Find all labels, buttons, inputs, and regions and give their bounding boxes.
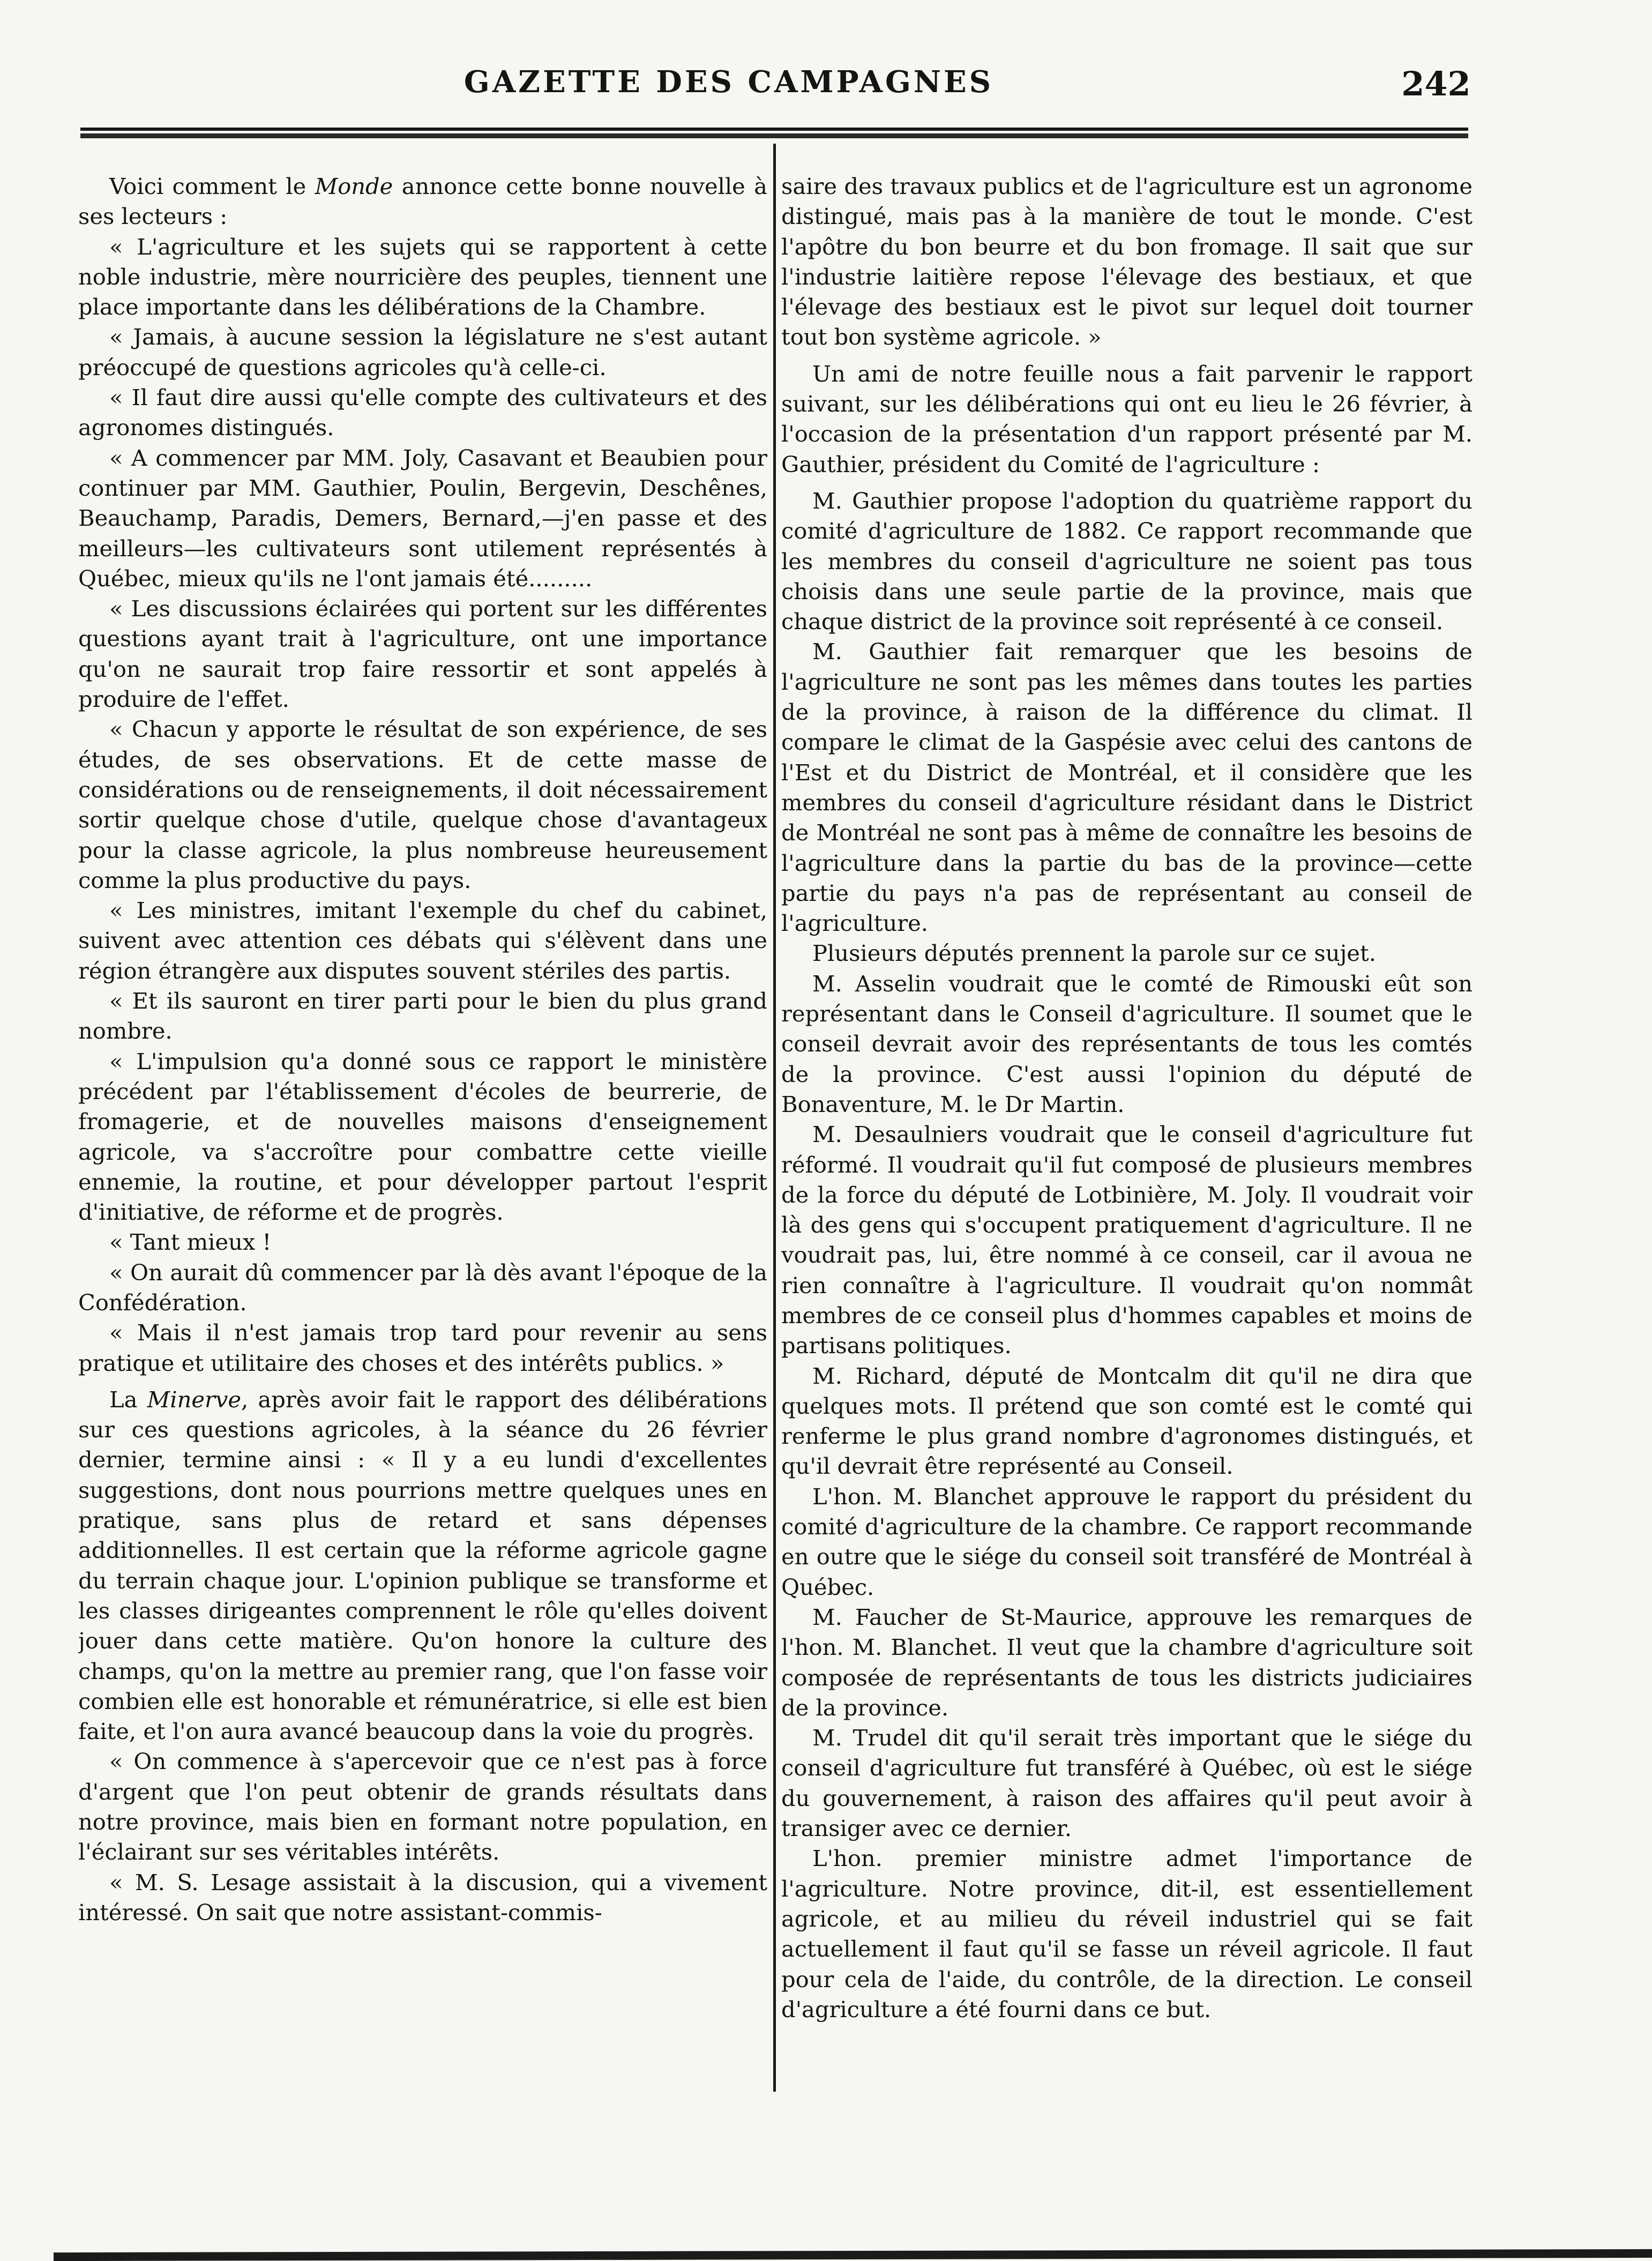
publication-title: GAZETTE DES CAMPAGNES: [464, 64, 994, 100]
article-paragraph: « A commencer par MM. Joly, Casavant et Beaubien pour continuer par MM. Gauthier, Poulin, Bergevin, Deschênes, Beauchamp, Paradis, Demers, Bernard,—j'en passe et des meilleurs—les cultivateurs sont utilement représentés à Québec, mieux qu'ils ne l'ont jamais été.........: [78, 444, 767, 592]
header-rule: [80, 128, 1468, 138]
article-paragraph: M. Desaulniers voudrait que le conseil d'agriculture fut réformé. Il voudrait qu'il fut composé de plusieurs membres de la force du député de Lotbinière, M. Joly. Il voudrait voir là des gens qui s'occupent pratiquement d'agriculture. Il ne voudrait pas, lui, être nommé à ce conseil, car il avoua ne rien connaître à l'agriculture. Il voudrait qu'on nommât membres de ce conseil plus d'hommes capables et moins de partisans politiques.: [781, 1121, 1472, 1359]
newspaper-name: Monde: [315, 173, 393, 199]
article-paragraph: « L'agriculture et les sujets qui se rapportent à cette noble industrie, mère nourricière des peuples, tiennent une place importante dans les délibérations de la Chambre.: [78, 233, 767, 320]
running-header: [0, 64, 1652, 102]
article-paragraph: « Les discussions éclairées qui portent sur les différentes questions ayant trait à l'agriculture, ont une importance qu'on ne saurait trop faire ressortir et sont appelés à produire de l'effet.: [78, 595, 767, 713]
article-paragraph: M. Trudel dit qu'il serait très important que le siége du conseil d'agriculture fut transféré à Québec, où est le siége du gouvernement, à raison des affaires qu'il peut avoir à transiger avec ce dernier.: [781, 1725, 1472, 1842]
article-paragraph: « Il faut dire aussi qu'elle compte des cultivateurs et des agronomes distingués.: [78, 384, 767, 441]
left-column: [78, 171, 767, 2101]
right-column: [781, 171, 1472, 2101]
article-paragraph: « Jamais, à aucune session la législature ne s'est autant préoccupé de questions agricoles qu'à celle-ci.: [78, 324, 767, 380]
article-paragraph: Plusieurs députés prennent la parole sur ce sujet.: [812, 940, 1376, 967]
article-paragraph: « On aurait dû commencer par là dès avant l'époque de la Confédération.: [78, 1259, 767, 1316]
article-paragraph: M. Asselin voudrait que le comté de Rimouski eût son représentant dans le Conseil d'agriculture. Il soumet que le conseil devrait avoir des représentants de tous les comtés de la province. C'est aussi l'opinion du député de Bonaventure, M. le Dr Martin.: [781, 970, 1472, 1117]
article-paragraph: M. Richard, député de Montcalm dit qu'il ne dira que quelques mots. Il prétend que son comté est le comté qui renferme le plus grand nombre d'agronomes distingués, et qu'il devrait être représenté au Conseil.: [781, 1362, 1472, 1480]
article-paragraph: La Minerve, après avoir fait le rapport des délibérations sur ces questions agricoles, à la séance du 26 février dernier, termine ainsi : « Il y a eu lundi d'excellentes suggestions, dont nous pourrions mettre quelques unes en pratique, sans plus de retard et sans dépenses additionnelles. Il est certain que la réforme agricole gagne du terrain chaque jour. L'opinion publique se transforme et les classes dirigeantes comprennent le rôle qu'elles doivent jouer dans cette matière. Qu'on honore la culture des champs, qu'on la mettre au premier rang, que l'on fasse voir combien elle est honorable et rémunératrice, si elle est bien faite, et l'on aura avancé beaucoup dans la voie du progrès.: [78, 1386, 767, 1745]
article-paragraph: L'hon. M. Blanchet approuve le rapport du président du comité d'agriculture de la chambre. Ce rapport recommande en outre que le siége du conseil soit transféré de Montréal à Québec.: [781, 1483, 1472, 1600]
article-paragraph: « M. S. Lesage assistait à la discusion, qui a vivement intéressé. On sait que notre assistant-commis-: [78, 1869, 767, 1926]
article-paragraph: Un ami de notre feuille nous a fait parvenir le rapport suivant, sur les délibérations qui ont eu lieu le 26 février, à l'occasion de la présentation d'un rapport présenté par M. Gauthier, président du Comité de l'agriculture :: [781, 360, 1472, 477]
article-paragraph: « Et ils sauront en tirer parti pour le bien du plus grand nombre.: [78, 988, 767, 1044]
article-paragraph: L'hon. premier ministre admet l'importance de l'agriculture. Notre province, dit-il, est essentiellement agricole, et au milieu du réveil industriel qui se fait actuellement il faut qu'il se fasse un réveil agricole. Il faut pour cela de l'aide, du contrôle, de la direction. Le conseil d'agriculture a été fourni dans ce but.: [781, 1845, 1472, 2023]
article-paragraph: saire des travaux publics et de l'agriculture est un agronome distingué, mais pas à la manière de tout le monde. C'est l'apôtre du bon beurre et du bon fromage. Il sait que sur l'industrie laitière repose l'élevage des bestiaux, et que l'élevage des bestiaux est le pivot sur lequel doit tourner tout bon système agricole. »: [781, 173, 1472, 350]
newspaper-name: Minerve: [147, 1386, 241, 1413]
article-paragraph: « Tant mieux !: [109, 1229, 272, 1256]
article-paragraph: « Mais il n'est jamais trop tard pour revenir au sens pratique et utilitaire des choses et des intérêts publics. »: [78, 1319, 767, 1376]
page-number: 242: [1401, 64, 1471, 103]
article-paragraph: « L'impulsion qu'a donné sous ce rapport le ministère précédent par l'établissement d'écoles de beurrerie, de fromagerie, et de nouvelles maisons d'enseignement agricole, va s'accroître pour combattre cette vieille ennemie, la routine, et pour développer partout l'esprit d'initiative, de réforme et de progrès.: [78, 1048, 767, 1226]
article-paragraph: M. Faucher de St-Maurice, approuve les remarques de l'hon. M. Blanchet. Il veut que la chambre d'agriculture soit composée de représentants de tous les districts judiciaires de la province.: [781, 1603, 1472, 1721]
article-paragraph: « Les ministres, imitant l'exemple du chef du cabinet, suivent avec attention ces débats qui s'élèvent dans une région étrangère aux disputes souvent stériles des partis.: [78, 897, 767, 984]
column-divider: [773, 144, 776, 2092]
article-paragraph: « Chacun y apporte le résultat de son expérience, de ses études, de ses observations. Et de cette masse de considérations ou de renseignements, il doit nécessairement sortir quelque chose d'utile, quelque chose d'avantageux pour la classe agricole, la plus nombreuse heureusement comme la plus productive du pays.: [78, 716, 767, 893]
article-paragraph: « On commence à s'apercevoir que ce n'est pas à force d'argent que l'on peut obtenir de grands résultats dans notre province, mais bien en formant notre population, en l'éclairant sur ses véritables intérêts.: [78, 1748, 767, 1865]
article-paragraph: M. Gauthier propose l'adoption du quatrième rapport du comité d'agriculture de 1882. Ce rapport recommande que les membres du conseil d'agriculture ne soient pas tous choisis dans une seule partie de la province, mais que chaque district de la province soit représenté à ce conseil.: [781, 487, 1472, 635]
article-paragraph: M. Gauthier fait remarquer que les besoins de l'agriculture ne sont pas les mêmes dans toutes les parties de la province, à raison de la différence du climat. Il compare le climat de la Gaspésie avec celui des cantons de l'Est et du District de Montréal, et il considère que les membres du conseil d'agriculture résidant dans le District de Montréal ne sont pas à même de connaître les besoins de l'agriculture dans la partie du bas de la province—cette partie du pays n'a pas de représentant au conseil de l'agriculture.: [781, 638, 1472, 937]
article-paragraph: Voici comment le Monde annonce cette bonne nouvelle à ses lecteurs :: [78, 173, 767, 230]
